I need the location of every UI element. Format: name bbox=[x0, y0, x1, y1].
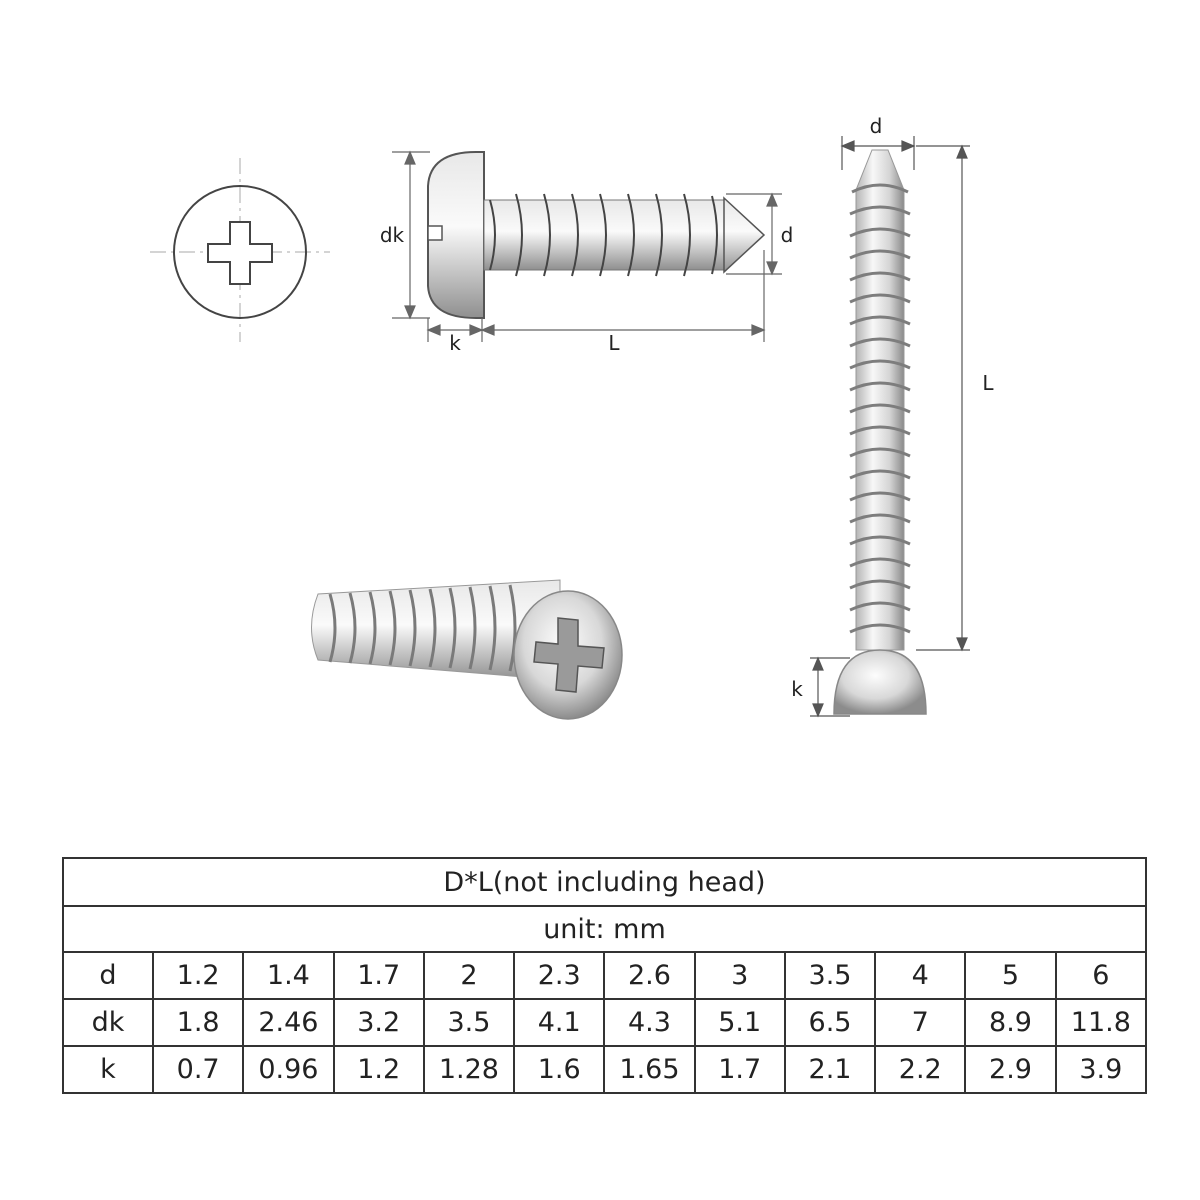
table-cell: 0.96 bbox=[243, 1046, 333, 1093]
table-cell: 1.7 bbox=[334, 952, 424, 999]
table-cell: 1.28 bbox=[424, 1046, 514, 1093]
table-cell: 2.9 bbox=[965, 1046, 1055, 1093]
L-dimension-vertical bbox=[916, 146, 970, 650]
table-cell: 1.2 bbox=[334, 1046, 424, 1093]
table-cell: 6 bbox=[1056, 952, 1146, 999]
d-label-side: d bbox=[780, 223, 794, 247]
dk-label: dk bbox=[379, 223, 405, 247]
table-cell: 1.6 bbox=[514, 1046, 604, 1093]
screw-tip bbox=[724, 198, 764, 272]
table-cell: 3 bbox=[695, 952, 785, 999]
table-cell: 2 bbox=[424, 952, 514, 999]
table-cell: 4.1 bbox=[514, 999, 604, 1046]
table-cell: 3.5 bbox=[424, 999, 514, 1046]
table-cell: 7 bbox=[875, 999, 965, 1046]
table-title: D*L(not including head) bbox=[63, 858, 1146, 906]
L-label-side: L bbox=[608, 331, 620, 355]
row-label: d bbox=[63, 952, 153, 999]
table-cell: 1.4 bbox=[243, 952, 333, 999]
phillips-cross-icon bbox=[208, 222, 272, 284]
table-cell: 4 bbox=[875, 952, 965, 999]
head-slot bbox=[428, 226, 442, 240]
table-cell: 4.3 bbox=[604, 999, 694, 1046]
table-title-row bbox=[63, 858, 1146, 906]
table-cell: 1.8 bbox=[153, 999, 243, 1046]
L-label-vertical: L bbox=[982, 371, 994, 395]
screw-photo-horizontal bbox=[312, 580, 623, 719]
table-cell: 8.9 bbox=[965, 999, 1055, 1046]
table-cell: 6.5 bbox=[785, 999, 875, 1046]
screw-photo-vertical bbox=[791, 114, 994, 716]
table-cell: 5.1 bbox=[695, 999, 785, 1046]
table-row-k bbox=[63, 1046, 1146, 1093]
screw-side-view bbox=[380, 152, 793, 355]
table-cell: 11.8 bbox=[1056, 999, 1146, 1046]
table-cell: 0.7 bbox=[153, 1046, 243, 1093]
table-cell: 5 bbox=[965, 952, 1055, 999]
table-cell: 1.7 bbox=[695, 1046, 785, 1093]
k-label-vertical: k bbox=[791, 677, 803, 701]
table-cell: 3.2 bbox=[334, 999, 424, 1046]
table-unit: unit: mm bbox=[63, 906, 1146, 952]
row-label: dk bbox=[63, 999, 153, 1046]
table-cell: 2.6 bbox=[604, 952, 694, 999]
spec-table bbox=[62, 857, 1147, 1094]
table-cell: 2.2 bbox=[875, 1046, 965, 1093]
vertical-head bbox=[834, 650, 926, 714]
d-label-vertical: d bbox=[869, 114, 883, 138]
table-row-dk bbox=[63, 999, 1146, 1046]
row-label: k bbox=[63, 1046, 153, 1093]
head-top-view bbox=[150, 158, 330, 342]
table-cell: 2.3 bbox=[514, 952, 604, 999]
k-label-side: k bbox=[449, 331, 461, 355]
table-cell: 2.1 bbox=[785, 1046, 875, 1093]
table-row-d bbox=[63, 952, 1146, 999]
table-cell: 1.2 bbox=[153, 952, 243, 999]
vertical-shank bbox=[856, 150, 904, 650]
table-cell: 1.65 bbox=[604, 1046, 694, 1093]
table-cell: 2.46 bbox=[243, 999, 333, 1046]
table-cell: 3.9 bbox=[1056, 1046, 1146, 1093]
table-unit-row bbox=[63, 906, 1146, 952]
table-cell: 3.5 bbox=[785, 952, 875, 999]
